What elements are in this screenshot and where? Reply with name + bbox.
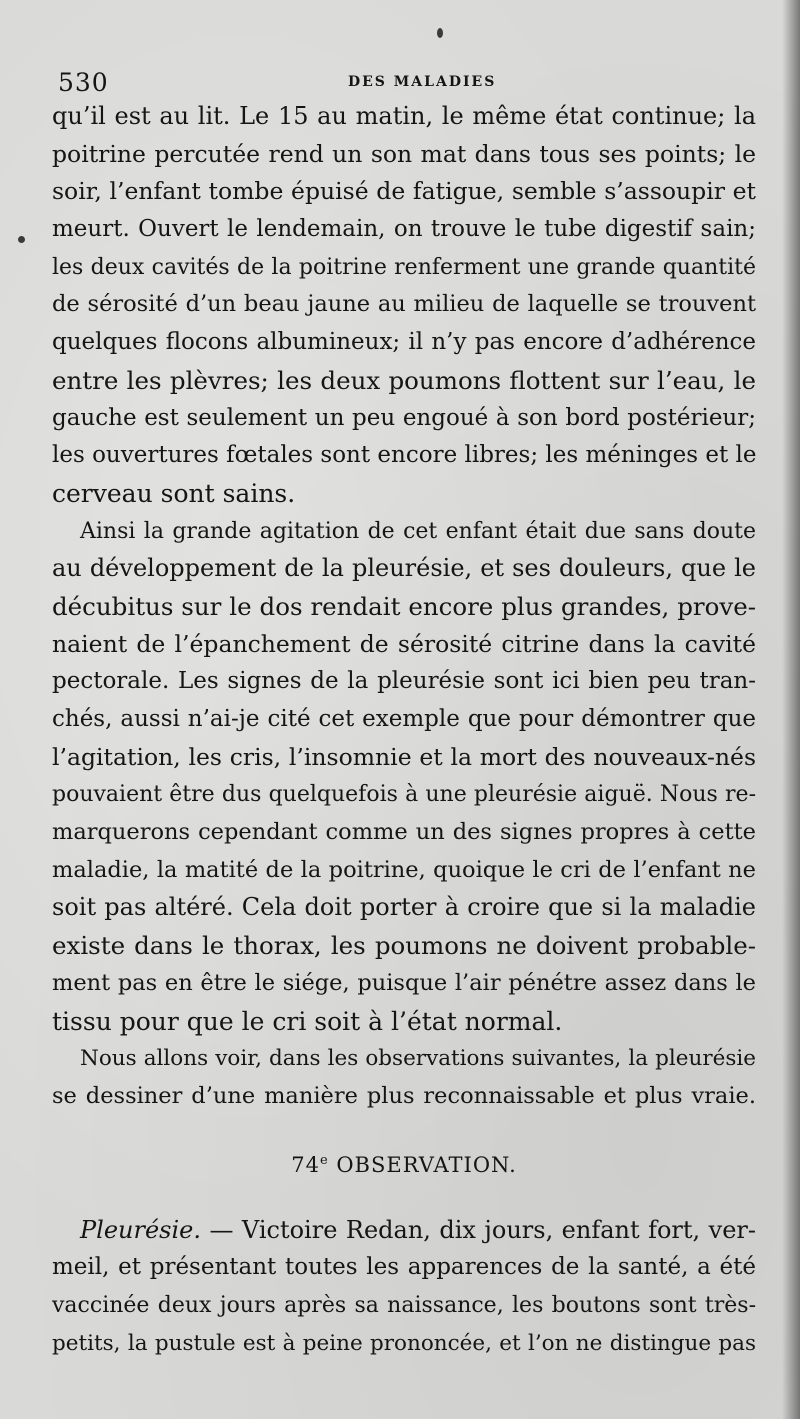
text-line: petits, la pustule est à peine prononcée, et l’on ne distingue pas [52, 1330, 756, 1356]
text-line: les ouvertures fœtales sont encore libres; les méninges et le [52, 442, 757, 469]
text-line: Ainsi la grande agitation de cet enfant était due sans doute [80, 518, 756, 544]
page-edge-shadow [782, 0, 800, 1419]
observation-superscript: e [319, 1152, 329, 1168]
text-line: tissu pour que le cri soit à l’état normal. [52, 1006, 563, 1036]
text-line: pouvaient être dus quelquefois à une pleurésie aiguë. Nous re- [52, 782, 756, 808]
text-line: décubitus sur le dos rendait encore plus grandes, prove- [52, 591, 756, 621]
text-line: naient de l’épanchement de sérosité citrine dans la cavité [52, 629, 756, 658]
observation-heading [52, 1142, 756, 1180]
text-line: existe dans le thorax, les poumons ne doivent probable- [52, 931, 756, 961]
running-title: DES MALADIES [348, 74, 497, 90]
text-line: vaccinée deux jours après sa naissance, les boutons sont très- [52, 1292, 756, 1318]
text-line: gauche est seulement un peu engoué à son bord postérieur; [52, 404, 756, 431]
observation-title: OBSERVATION. [336, 1152, 517, 1177]
text-line: Nous allons voir, dans les observations suivantes, la pleurésie [80, 1046, 756, 1072]
paragraph-transition [52, 1040, 756, 1115]
text-line: marquerons cependant comme un des signes propres à cette [52, 819, 756, 846]
paragraph-case [52, 1212, 756, 1363]
text-line: pectorale. Les signes de la pleurésie sont ici bien peu tran- [52, 668, 756, 695]
book-page [52, 58, 756, 1362]
text-line: poitrine percutée rend un son mat dans tous ses points; le [52, 139, 756, 168]
text-line: de sérosité d’un beau jaune au milieu de laquelle se trouvent [52, 291, 756, 318]
body-text [52, 98, 756, 1362]
text-line: chés, aussi n’ai-je cité cet exemple que pour démontrer que [52, 706, 756, 732]
ink-spot [437, 28, 443, 38]
observation-number: 74 [291, 1152, 320, 1177]
paragraph-continuation [52, 98, 756, 513]
text-line [52, 1212, 756, 1250]
ink-spot [18, 236, 25, 243]
text-line: maladie, la matité de la poitrine, quoique le cri de l’enfant ne [52, 856, 756, 883]
text-line: ment pas en être le siége, puisque l’air pénétre assez dans le [52, 969, 756, 996]
text-line: qu’il est au lit. Le 15 au matin, le même état continue; la [52, 102, 756, 130]
text-line: meurt. Ouvert le lendemain, on trouve le tube digestif sain; [52, 216, 756, 243]
text-line: quelques flocons albumineux; il n’y pas encore d’adhérence [52, 329, 756, 356]
page-number: 530 [58, 68, 109, 97]
running-header [52, 58, 756, 98]
text-line: soir, l’enfant tombe épuisé de fatigue, semble s’assoupir et [52, 177, 756, 206]
text-line: l’agitation, les cris, l’insomnie et la mort des nouveaux-nés [52, 742, 756, 771]
text-line: entre les plèvres; les deux poumons flottent sur l’eau, le [52, 365, 756, 395]
text-line: les deux cavités de la poitrine renferment une grande quantité [52, 254, 756, 280]
paragraph-discussion [52, 513, 756, 1041]
case-title: Pleurésie. [80, 1215, 201, 1244]
text-line: se dessiner d’une manière plus reconnaissable et plus vraie. [52, 1082, 756, 1109]
text-line: au développement de la pleurésie, et ses douleurs, que le [52, 554, 756, 583]
text-line: meil, et présentant toutes les apparences de la santé, a été [52, 1254, 756, 1281]
case-intro: — Victoire Redan, dix jours, enfant fort, ver- [200, 1215, 756, 1244]
text-line: soit pas altéré. Cela doit porter à croire que si la maladie [52, 893, 756, 922]
text-line: cerveau sont sains. [52, 478, 296, 508]
